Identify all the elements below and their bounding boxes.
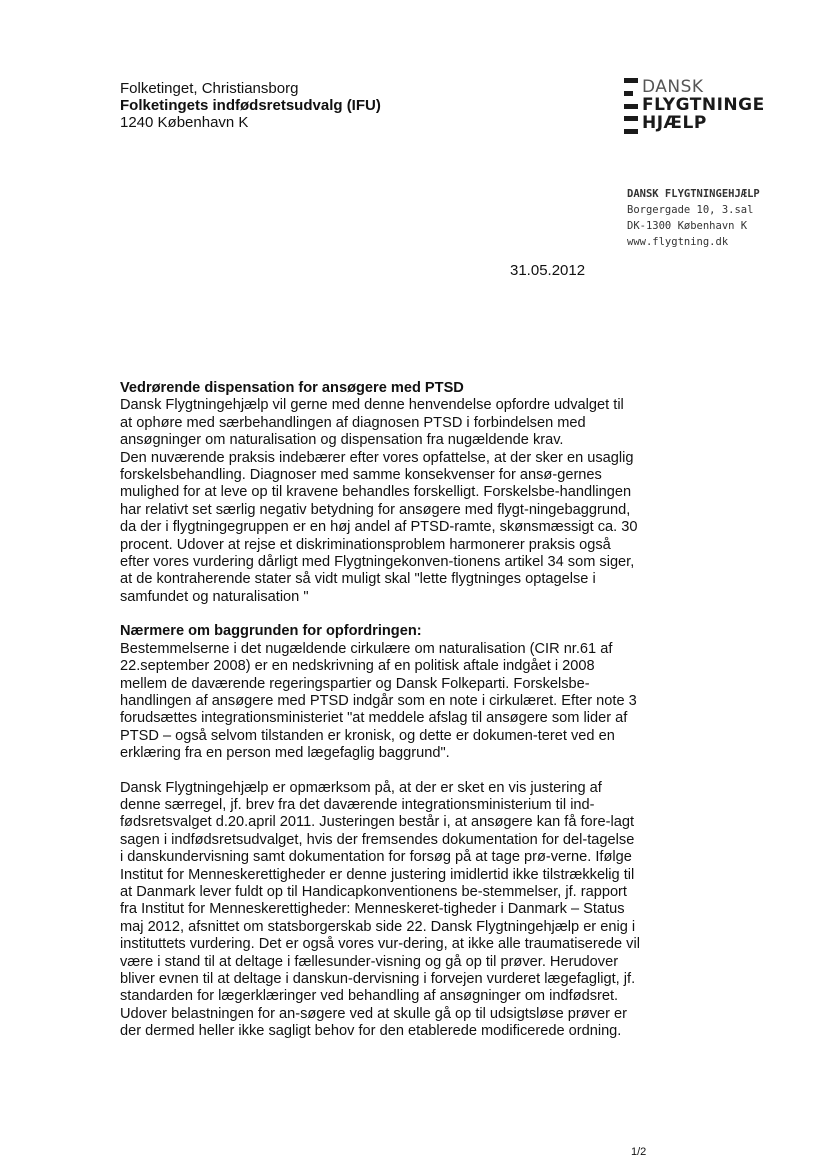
dfh-logo-mark-icon: [624, 78, 638, 134]
sender-street: Borgergade 10, 3.sal: [627, 204, 754, 216]
section-2-paragraph-2: Dansk Flygtningehjælp er opmærksom på, at der er sket en vis justering af denne særregel, jf. brev fra det daværende integrationsministerium til ind-fødsretsvalget d.20.april 2011. Justeringen består i, at ansøgere kan få fore-lagt sagen i indfødsretsudvalget, hvis der fremsendes dokumentation for del-tagelse i danskundervisning samt dokumentation for forsøg på at tage prø-verne. Ifølge Institut for Menneskerettigheder er denne justering imidlertid ikke tilstrækkelig til at Danmark lever fuldt op til Handicapkonventionens be-stemmelser, jf. rapport fra Institut for Menneskerettigheder: Menneskeret-tigheder i Danmark – Status maj 2012, afsnittet om statsborgerskab side 22. Dansk Flygtningehjælp er enig i instituttets vurdering. Det er også vores vur-dering, at ikke alle traumatiserede vil være i stand til at deltage i fællesunder-visning og gå op til prøver. Herudover bliver evnen til at deltage i danskun-dervisning i forvejen vurderet lægefagligt, jf. standarden for lægerklæringer ved behandling af ansøgninger om indfødsret. Udover belastningen for an-søgere ved at skulle gå op til udsigtsløse prøver er der dermed heller ikke sagligt behov for den etablerede modificerede ordning.: [120, 779, 640, 1040]
section-2-paragraph-1: Bestemmelserne i det nugældende cirkulære om naturalisation (CIR nr.61 af 22.september 2008) er en nedskrivning af en politisk aftale indgået i 2008 mellem de daværende regeringspartier og Dansk Folkeparti. Forskelsbe-handlingen af ansøgere med PTSD indgår som en note i cirkulæret. Efter note 3 forudsættes integrationsministeriet "at meddele afslag til ansøgere som lider af PTSD – også selvom tilstanden er kronisk, og dette er dokumen-teret ved en erklæring fra en person med lægefaglig baggrund".: [120, 640, 637, 762]
recipient-line-3: 1240 København K: [120, 114, 249, 131]
section-1-paragraph-1: Dansk Flygtningehjælp vil gerne med denne henvendelse opfordre udvalget til at ophøre med særbehandlingen af diagnosen PTSD i forbindelsen med ansøgninger om naturalisation og dispensation fra nugældende krav.: [120, 397, 624, 449]
recipient-line-2: Folketingets indfødsretsudvalg (IFU): [120, 97, 381, 114]
sender-address: [627, 186, 760, 250]
letter-date: 31.05.2012: [510, 262, 586, 279]
letter-body: [120, 380, 640, 1041]
section-1-paragraph-2: Den nuværende praksis indebærer efter vores opfattelse, at der sker en usaglig forskelsbehandling. Diagnoser med samme konsekvenser for ansø-gernes mulighed for at leve op til kravene behandles forskelligt. Forskelsbe-handlingen har relativt set særlig negativ betydning for ansøgere med flygt-ningebaggrund, da der i flygtningegruppen er en høj andel af PTSD-ramte, skønsmæssigt ca. 30 procent. Udover at rejse et diskriminationsproblem harmonerer praksis også efter vores vurdering dårligt med Flygtningekonven-tionens artikel 34 som siger, at de kontraherende stater så vidt muligt skal "lette flygtninges optagelse i samfundet og naturalisation ": [120, 449, 638, 605]
sender-name: DANSK FLYGTNINGEHJÆLP: [627, 188, 760, 200]
section-1-heading: Vedrørende dispensation for ansøgere med PTSD: [120, 380, 464, 396]
organization-logo: [624, 78, 765, 134]
logo-word-flygtninge: FLYGTNINGE: [642, 95, 765, 115]
recipient-line-1: Folketinget, Christiansborg: [120, 80, 299, 97]
section-2-heading: Nærmere om baggrunden for opfordringen:: [120, 623, 422, 640]
sender-city: DK-1300 København K: [627, 220, 748, 232]
logo-word-dansk: DANSK: [642, 77, 704, 97]
logo-word-hjaelp: HJÆLP: [642, 113, 707, 133]
recipient-address: [120, 80, 381, 131]
sender-website: www.flygtning.dk: [627, 236, 729, 248]
page-number: 1/2: [631, 1146, 647, 1158]
